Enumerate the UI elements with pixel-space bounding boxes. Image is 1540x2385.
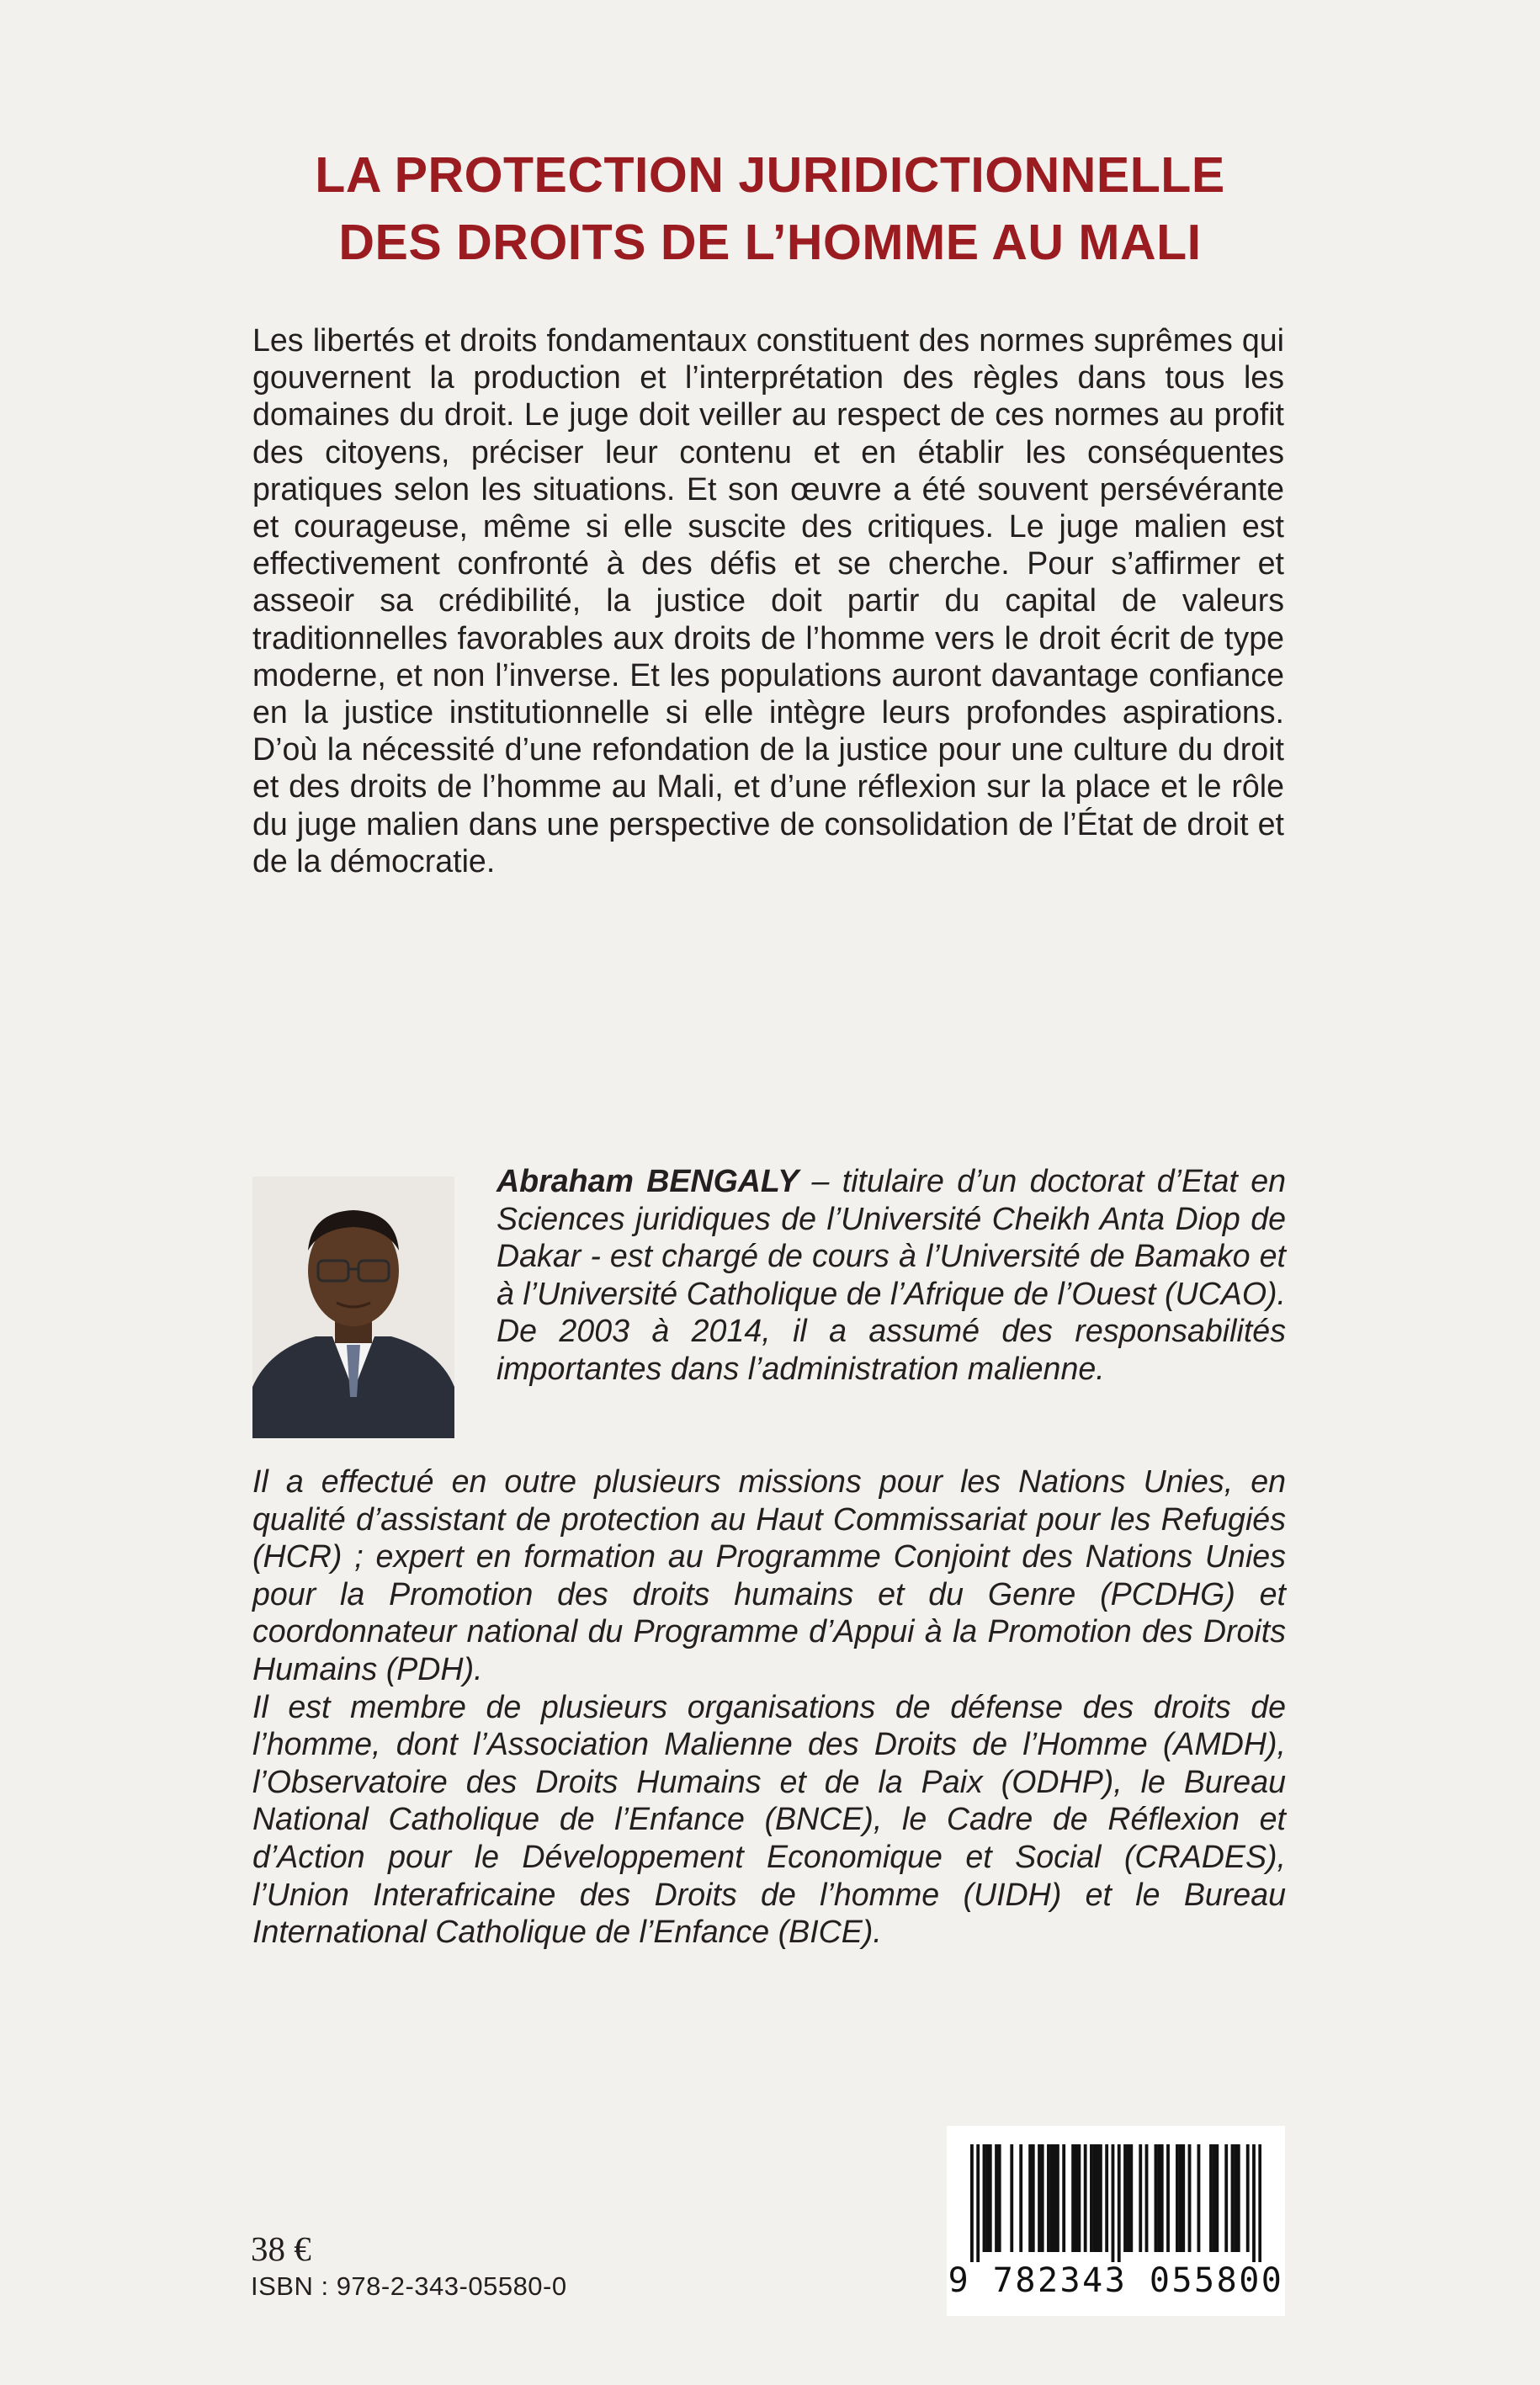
barcode-bar (1234, 2144, 1237, 2252)
barcode-bar (1182, 2144, 1185, 2252)
barcode-bar (1053, 2144, 1056, 2252)
barcode-bar (1197, 2144, 1201, 2252)
barcode-bar (1155, 2144, 1158, 2252)
barcode-bar (1237, 2144, 1240, 2252)
barcode-bar (1038, 2144, 1041, 2252)
barcode-bar (976, 2144, 980, 2262)
book-title-line-2: DES DROITS DE L’HOMME AU MALI (338, 215, 1202, 270)
barcode-bar (1123, 2144, 1127, 2252)
barcode-bar (1129, 2144, 1133, 2252)
book-title-line-1: LA PROTECTION JURIDICTIONNELLE (315, 147, 1225, 203)
barcode-bar (1179, 2144, 1182, 2252)
author-bio-missions: Il a effectué en outre plusieurs missions pour les Nations Unies, en qualité d’assistant de protection au Haut Commissariat pour les Refugiés (HCR) ; expert en formation au Programme Conjoint des Nations Unies pour la Promotion des droits humains et du Genre (PCDHG) et coordonnateur national du Programme d’Appui à la Promotion des Droits Humains (PDH). (252, 1463, 1286, 1686)
barcode-bar (1028, 2144, 1032, 2252)
barcode-bar (1188, 2144, 1192, 2252)
barcode-bar (1157, 2144, 1160, 2252)
barcode-bar (1215, 2144, 1219, 2252)
barcode-bar (1145, 2144, 1149, 2252)
barcode-bar (1050, 2144, 1054, 2252)
barcode-digits: 9 782343 055800 (948, 2261, 1284, 2300)
barcode-bar (1090, 2144, 1093, 2252)
barcode-bar (1041, 2144, 1044, 2252)
barcode-bar (1010, 2144, 1013, 2252)
barcode-bar (1032, 2144, 1035, 2252)
barcode-bars (970, 2144, 1261, 2262)
author-bio-details (252, 1463, 1286, 1951)
book-summary: Les libertés et droits fondamentaux constituent des normes suprêmes qui gouvernent la production et l’interprétation des règles dans tous les domaines du droit. Le juge doit veiller au respect de ces normes au profit des citoyens, préciser leur contenu et en établir les conséquentes pratiques selon les situations. Et son œuvre a été souvent persévérante et courageuse, même si elle suscite des critiques. Le juge malien est effectivement confronté à des défis et se cherche. Pour s’affirmer et asseoir sa crédibilité, la justice doit partir du capital de valeurs traditionnelles favorables aux droits de l’homme vers le droit écrit de type moderne, et non l’inverse. Et les populations auront davantage confiance en la justice institutionnelle si elle intègre leurs profondes aspirations. D’où la nécessité d’une refondation de la justice pour une culture du droit et des droits de l’homme au Mali, et d’une réflexion sur la place et le rôle du juge malien dans une perspective de consolidation de l’État de droit et de la démocratie. (252, 322, 1284, 879)
barcode-bar (1213, 2144, 1216, 2252)
barcode-bar (983, 2144, 986, 2252)
author-photo (252, 1177, 454, 1438)
author-bio-intro (497, 1162, 1286, 1388)
barcode-bar (1231, 2144, 1235, 2252)
book-title (126, 141, 1414, 276)
barcode-bar (1112, 2144, 1115, 2262)
barcode-bar (1176, 2144, 1179, 2252)
barcode-bar (1077, 2144, 1081, 2252)
barcode-bar (998, 2144, 1001, 2252)
author-bio-memberships: Il est membre de plusieurs organisations de défense des droits de l’homme, dont l’Association Malienne des Droits de l’Homme (AMDH), l’Observatoire des Droits Humains et de la Paix (ODHP), le Bureau National Catholique de l’Enfance (BNCE), le Cadre de Réflexion et d’Action pour le Développement Economique et Social (CRADES), l’Union Interafricaine des Droits de l’homme (UIDH) et le Bureau International Catholique de l’Enfance (BICE). (252, 1688, 1286, 1950)
barcode-bar (1099, 2144, 1102, 2252)
barcode-bar (1056, 2144, 1059, 2252)
barcode-bar (1258, 2144, 1261, 2262)
barcode-bar (1139, 2144, 1142, 2252)
barcode-bar (1096, 2144, 1099, 2252)
barcode-bar (1209, 2144, 1213, 2252)
barcode-bar (1105, 2144, 1108, 2252)
barcode-bar (1019, 2144, 1022, 2252)
author-portrait-graphic (252, 1177, 454, 1438)
barcode-bar (1166, 2144, 1170, 2252)
barcode-bar (1252, 2144, 1256, 2262)
barcode-bar (1246, 2144, 1250, 2252)
barcode-bar (985, 2144, 989, 2252)
author-name: Abraham BENGALY (497, 1163, 799, 1198)
barcode-bar (970, 2144, 974, 2262)
barcode-bar (1160, 2144, 1164, 2252)
author-bio-intro-text: – titulaire d’un doctorat d’Etat en Sciences juridiques de l’Université Cheikh Anta Diop de Dakar - est chargé de cours à l’Université de Bamako et à l’Université Catholique de l’Afrique de l’Ouest (UCAO). De 2003 à 2014, il a assumé des responsabilités importantes dans l’administration malienne. (497, 1163, 1286, 1386)
barcode-bar (1047, 2144, 1050, 2252)
barcode-bar (1118, 2144, 1121, 2262)
barcode-bar (1084, 2144, 1087, 2252)
barcode (947, 2126, 1285, 2316)
barcode-bar (1062, 2144, 1065, 2252)
barcode-bar (1093, 2144, 1097, 2252)
book-price: 38 € (251, 2229, 311, 2268)
barcode-bar (1224, 2144, 1228, 2252)
barcode-bar (989, 2144, 992, 2252)
barcode-bar (1071, 2144, 1075, 2252)
barcode-bar (995, 2144, 998, 2252)
barcode-bar (1075, 2144, 1078, 2252)
isbn-number: ISBN : 978-2-343-05580-0 (251, 2271, 567, 2301)
barcode-bar (1127, 2144, 1130, 2252)
